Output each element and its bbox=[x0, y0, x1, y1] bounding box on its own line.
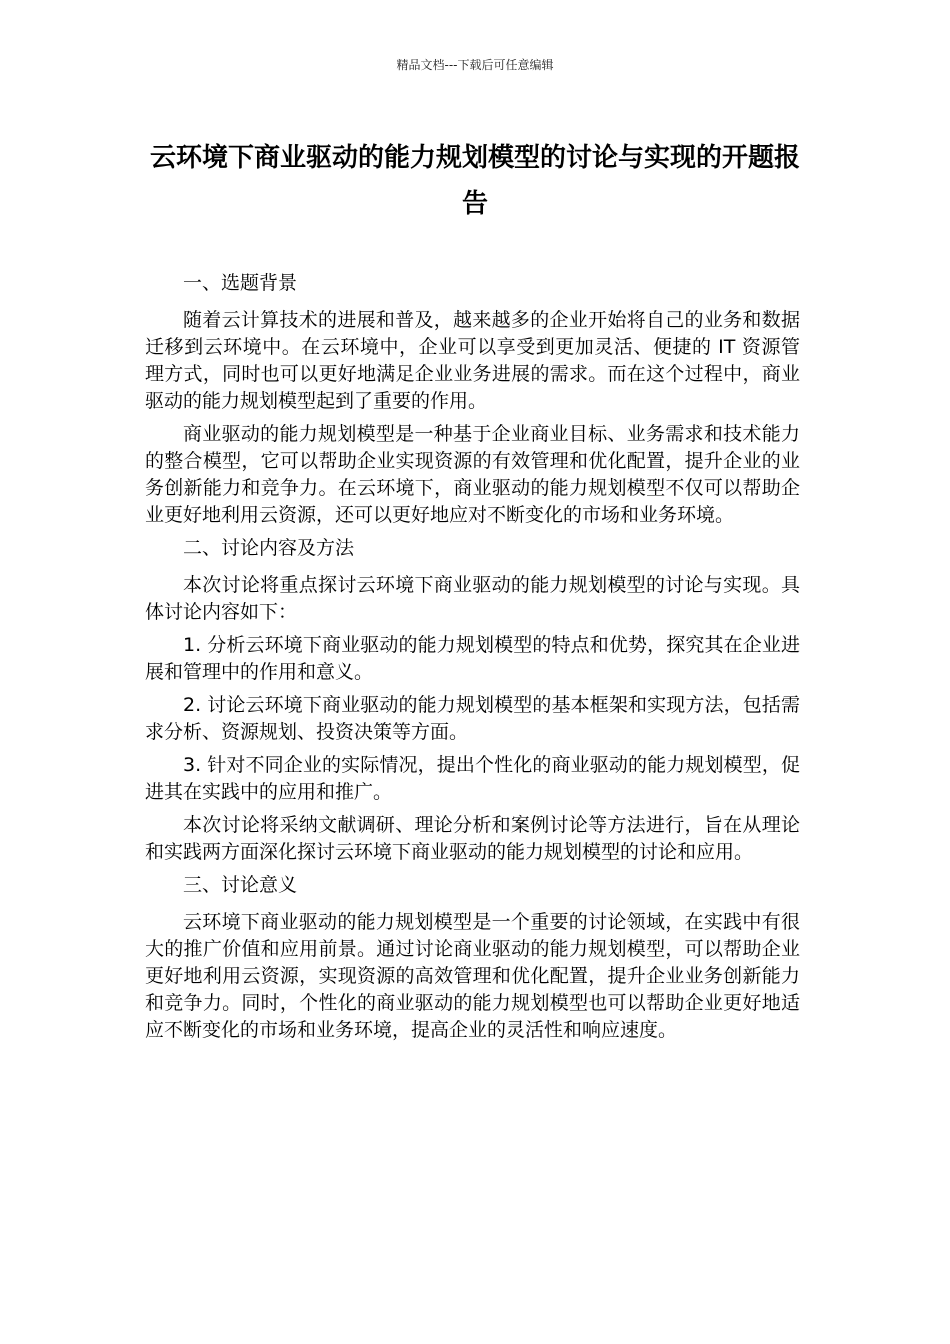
section-heading-background: 一、选题背景 bbox=[183, 272, 298, 294]
paragraph: 云环境下商业驱动的能力规划模型是一个重要的讨论领域，在实践中有很大的推广价值和应用前景。通过讨论商业驱动的能力规划模型，可以帮助企业更好地利用云资源，实现资源的高效管理和优化配置，提升企业业务创新能力和竞争力。同时，个性化的商业驱动的能力规划模型也可以帮助企业更好地适应不断变化的市场和业务环境，提高企业的灵活性和响应速度。 bbox=[145, 911, 800, 1041]
section-heading-significance: 三、讨论意义 bbox=[183, 874, 298, 896]
document-title: 云环境下商业驱动的能力规划模型的讨论与实现的开题报告 bbox=[149, 143, 800, 219]
paragraph: 商业驱动的能力规划模型是一种基于企业商业目标、业务需求和技术能力的整合模型，它可以帮助企业实现资源的有效管理和优化配置，提升企业的业务创新能力和竞争力。在云环境下，商业驱动的能力规划模型不仅可以帮助企业更好地利用云资源，还可以更好地应对不断变化的市场和业务环境。 bbox=[145, 423, 800, 526]
list-item: 2. 讨论云环境下商业驱动的能力规划模型的基本框架和实现方法，包括需求分析、资源规划、投资决策等方面。 bbox=[145, 694, 800, 743]
list-item: 3. 针对不同企业的实际情况，提出个性化的商业驱动的能力规划模型，促进其在实践中的应用和推广。 bbox=[145, 754, 800, 803]
section-heading-content-method: 二、讨论内容及方法 bbox=[183, 537, 355, 559]
paragraph: 本次讨论将重点探讨云环境下商业驱动的能力规划模型的讨论与实现。具体讨论内容如下： bbox=[145, 574, 800, 623]
document-body bbox=[145, 270, 800, 1050]
paragraph: 本次讨论将采纳文献调研、理论分析和案例讨论等方法进行，旨在从理论和实践两方面深化探讨云环境下商业驱动的能力规划模型的讨论和应用。 bbox=[145, 814, 800, 863]
list-item: 1. 分析云环境下商业驱动的能力规划模型的特点和优势，探究其在企业进展和管理中的作用和意义。 bbox=[145, 634, 800, 683]
paragraph: 随着云计算技术的进展和普及，越来越多的企业开始将自己的业务和数据迁移到云环境中。在云环境中，企业可以享受到更加灵活、便捷的 IT 资源管理方式，同时也可以更好地满足企业业务进展的需求。而在这个过程中，商业驱动的能力规划模型起到了重要的作用。 bbox=[145, 309, 800, 412]
page-header: 精品文档---下载后可任意编辑 bbox=[396, 58, 554, 72]
